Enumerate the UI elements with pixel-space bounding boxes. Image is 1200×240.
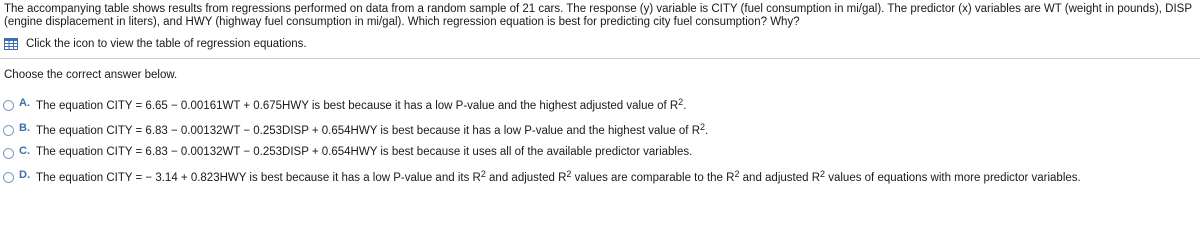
option-c[interactable] xyxy=(3,145,692,163)
option-d[interactable] xyxy=(3,169,1081,187)
option-b-letter: B. xyxy=(19,122,30,134)
view-table-label[interactable]: Click the icon to view the table of regression equations. xyxy=(26,38,307,50)
question-text: The accompanying table shows results from regressions performed on data from a random sample of 21 cars. The response (y) variable is CITY (fuel consumption in mi/gal). The predictor (x) variables are WT (weight in pounds), DISP (engine displacement in liters), and HWY (highway fuel consumption in mi/gal). Which regression equation is best for predicting city fuel consumption? Why? xyxy=(4,3,1192,28)
option-d-text: The equation CITY = − 3.14 + 0.823HWY is best because it has a low P-value and its $R^2$ and adjusted $R^2$ values are comparable to the $R^2$ and adjusted $R^2$ values of equations with more predictor variables. xyxy=(36,169,1081,184)
option-c-letter: C. xyxy=(19,145,30,157)
option-b-text: The equation CITY = 6.83 − 0.00132WT − 0.253DISP + 0.654HWY is best because it has a low P-value and the highest value of $R^2$. xyxy=(36,122,709,137)
option-a-text: The equation CITY = 6.65 − 0.00161WT + 0.675HWY is best because it has a low P-value and the highest adjusted value of $R^2$. xyxy=(36,97,687,112)
option-c-text: The equation CITY = 6.83 − 0.00132WT − 0.253DISP + 0.654HWY is best because it uses all of the available predictor variables. xyxy=(36,146,693,158)
option-c-radio[interactable] xyxy=(3,148,14,159)
option-b[interactable] xyxy=(3,122,708,140)
option-d-radio[interactable] xyxy=(3,172,14,183)
divider xyxy=(0,58,1200,59)
option-a-letter: A. xyxy=(19,97,30,109)
option-a[interactable] xyxy=(3,97,686,115)
view-table-link[interactable] xyxy=(4,37,307,51)
option-b-radio[interactable] xyxy=(3,125,14,136)
answer-prompt: Choose the correct answer below. xyxy=(4,69,178,81)
option-a-radio[interactable] xyxy=(3,100,14,111)
table-grid-icon[interactable] xyxy=(4,38,18,50)
option-d-letter: D. xyxy=(19,169,30,181)
